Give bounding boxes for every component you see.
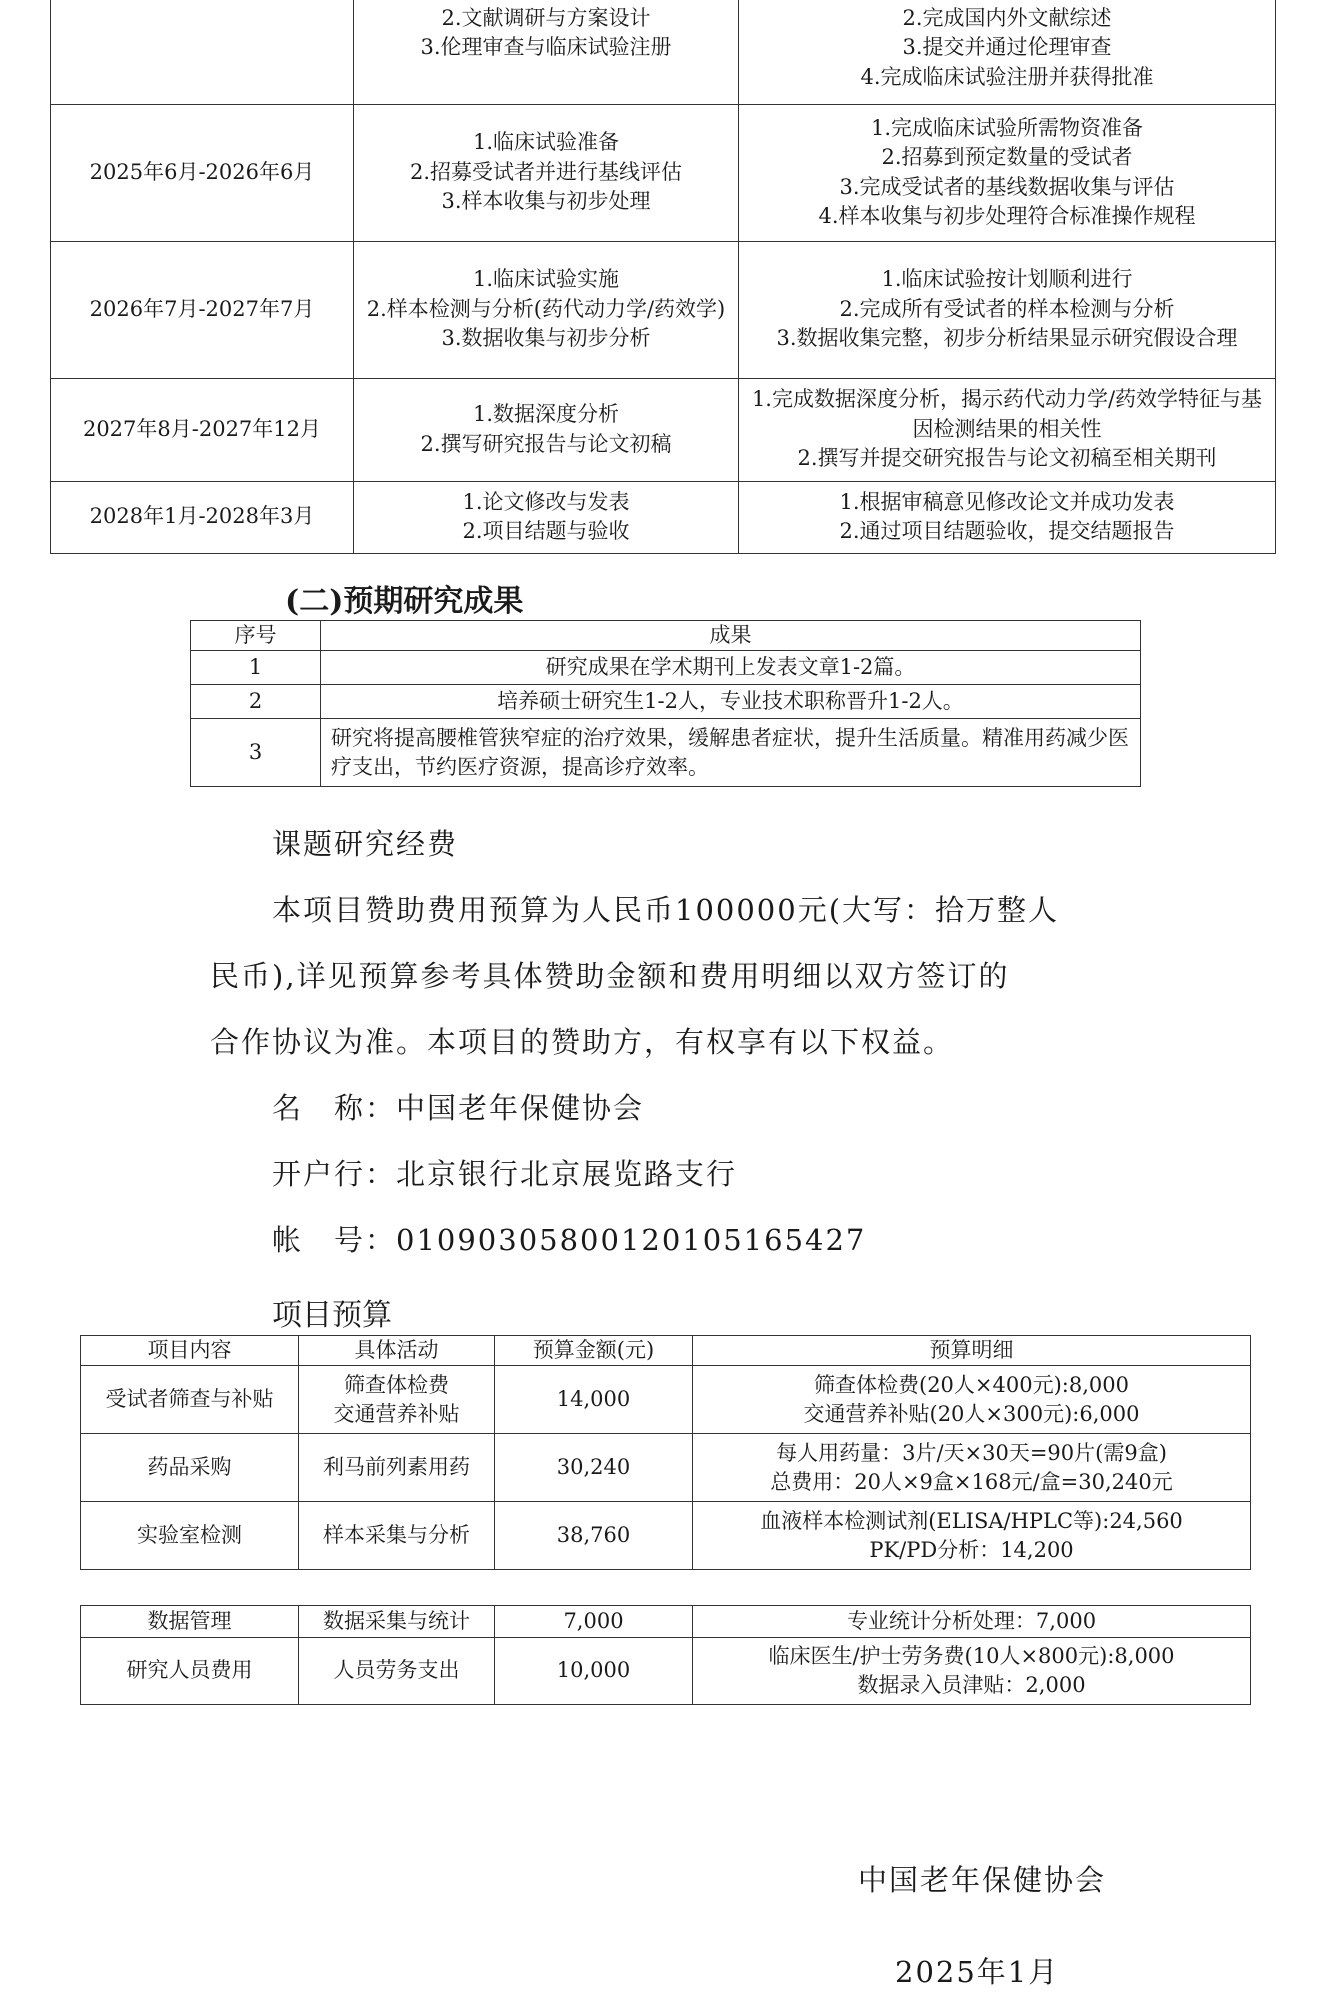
- budget-item: 实验室检测: [81, 1502, 299, 1570]
- table-row: [191, 651, 1141, 685]
- outcomes-table: [190, 620, 1141, 787]
- outcome-text: 研究成果在学术期刊上发表文章1-2篇。: [321, 651, 1141, 685]
- column-header: 序号: [191, 621, 321, 651]
- column-header: 具体活动: [299, 1336, 495, 1366]
- outcome-number: 3: [191, 719, 321, 787]
- funding-title: 课题研究经费: [272, 827, 459, 861]
- table-row: [81, 1434, 1251, 1502]
- funding-line: 本项目赞助费用预算为人民币100000元(大写：拾万整人: [272, 893, 1060, 927]
- schedule-goals: 1.临床试验按计划顺利进行 2.完成所有受试者的样本检测与分析 3.数据收集完整，初步分析结果显示研究假设合理: [739, 241, 1276, 378]
- schedule-goals: 1.完成临床试验所需物资准备 2.招募到预定数量的受试者 3.完成受试者的基线数据收集与评估 4.样本收集与初步处理符合标准操作规程: [739, 104, 1276, 241]
- budget-heading: 项目预算: [272, 1298, 392, 1333]
- column-header: 项目内容: [81, 1336, 299, 1366]
- budget-item: 研究人员费用: [81, 1638, 299, 1705]
- outcomes-heading: (二)预期研究成果: [285, 584, 524, 619]
- account-name: 名 称：中国老年保健协会: [272, 1091, 645, 1125]
- table-row: [51, 481, 1276, 553]
- outcome-text: 研究将提高腰椎管狭窄症的治疗效果，缓解患者症状，提升生活质量。精准用药减少医疗支出，节约医疗资源，提高诊疗效率。: [321, 719, 1141, 787]
- budget-activity: 样本采集与分析: [299, 1502, 495, 1570]
- schedule-table: [50, 0, 1276, 554]
- schedule-period: 2028年1月-2028年3月: [51, 481, 354, 553]
- budget-activity: 利马前列素用药: [299, 1434, 495, 1502]
- budget-amount: 38,760: [495, 1502, 693, 1570]
- budget-detail: 筛查体检费(20人×400元):8,000 交通营养补贴(20人×300元):6,000: [693, 1366, 1251, 1434]
- schedule-goals: 1.根据审稿意见修改论文并成功发表 2.通过项目结题验收，提交结题报告: [739, 481, 1276, 553]
- budget-detail: 每人用药量：3片/天×30天=90片(需9盒) 总费用：20人×9盒×168元/盒=30,240元: [693, 1434, 1251, 1502]
- table-row: [51, 104, 1276, 241]
- signature-date: 2025年1月: [895, 1955, 1060, 1989]
- budget-item: 药品采购: [81, 1434, 299, 1502]
- budget-activity: 筛查体检费 交通营养补贴: [299, 1366, 495, 1434]
- budget-detail: 血液样本检测试剂(ELISA/HPLC等):24,560 PK/PD分析：14,200: [693, 1502, 1251, 1570]
- budget-amount: 10,000: [495, 1638, 693, 1705]
- signature-org: 中国老年保健协会: [858, 1863, 1107, 1897]
- table-row: [81, 1606, 1251, 1638]
- schedule-tasks: 1.临床试验准备 2.招募受试者并进行基线评估 3.样本收集与初步处理: [354, 104, 739, 241]
- budget-amount: 30,240: [495, 1434, 693, 1502]
- bank-name: 开户行：北京银行北京展览路支行: [272, 1157, 738, 1191]
- column-header: 预算金额(元): [495, 1336, 693, 1366]
- schedule-goals: 1.完成数据深度分析，揭示药代动力学/药效学特征与基因检测结果的相关性 2.撰写并提交研究报告与论文初稿至相关期刊: [739, 378, 1276, 481]
- budget-amount: 14,000: [495, 1366, 693, 1434]
- schedule-tasks: 1.临床试验实施 2.样本检测与分析(药代动力学/药效学) 3.数据收集与初步分析: [354, 241, 739, 378]
- budget-detail: 临床医生/护士劳务费(10人×800元):8,000 数据录入员津贴：2,000: [693, 1638, 1251, 1705]
- table-row: [51, 378, 1276, 481]
- outcome-number: 1: [191, 651, 321, 685]
- table-row: [51, 241, 1276, 378]
- funding-line: 民币),详见预算参考具体赞助金额和费用明细以双方签订的: [210, 959, 1010, 993]
- funding-line: 合作协议为准。本项目的赞助方，有权享有以下权益。: [210, 1025, 955, 1059]
- schedule-goals: 2.完成国内外文献综述 3.提交并通过伦理审查 4.完成临床试验注册并获得批准: [739, 0, 1276, 104]
- budget-detail: 专业统计分析处理：7,000: [693, 1606, 1251, 1638]
- column-header: 成果: [321, 621, 1141, 651]
- budget-activity: 人员劳务支出: [299, 1638, 495, 1705]
- schedule-period: [51, 0, 354, 104]
- schedule-period: 2026年7月-2027年7月: [51, 241, 354, 378]
- schedule-tasks: 1.论文修改与发表 2.项目结题与验收: [354, 481, 739, 553]
- budget-table-continued: [80, 1605, 1251, 1705]
- schedule-period: 2027年8月-2027年12月: [51, 378, 354, 481]
- budget-item: 数据管理: [81, 1606, 299, 1638]
- schedule-tasks: 1.数据深度分析 2.撰写研究报告与论文初稿: [354, 378, 739, 481]
- outcome-text: 培养硕士研究生1-2人，专业技术职称晋升1-2人。: [321, 685, 1141, 719]
- account-number: 帐 号：01090305800120105165427: [272, 1223, 867, 1257]
- schedule-tasks: 2.文献调研与方案设计 3.伦理审查与临床试验注册: [354, 0, 739, 104]
- column-header: 预算明细: [693, 1336, 1251, 1366]
- schedule-period: 2025年6月-2026年6月: [51, 104, 354, 241]
- outcome-number: 2: [191, 685, 321, 719]
- table-header-row: [191, 621, 1141, 651]
- budget-item: 受试者筛查与补贴: [81, 1366, 299, 1434]
- budget-amount: 7,000: [495, 1606, 693, 1638]
- table-row: [81, 1638, 1251, 1705]
- table-row: [191, 719, 1141, 787]
- table-header-row: [81, 1336, 1251, 1366]
- budget-table: [80, 1335, 1251, 1570]
- table-row: [191, 685, 1141, 719]
- table-row: [81, 1366, 1251, 1434]
- table-row: [51, 0, 1276, 104]
- table-row: [81, 1502, 1251, 1570]
- budget-activity: 数据采集与统计: [299, 1606, 495, 1638]
